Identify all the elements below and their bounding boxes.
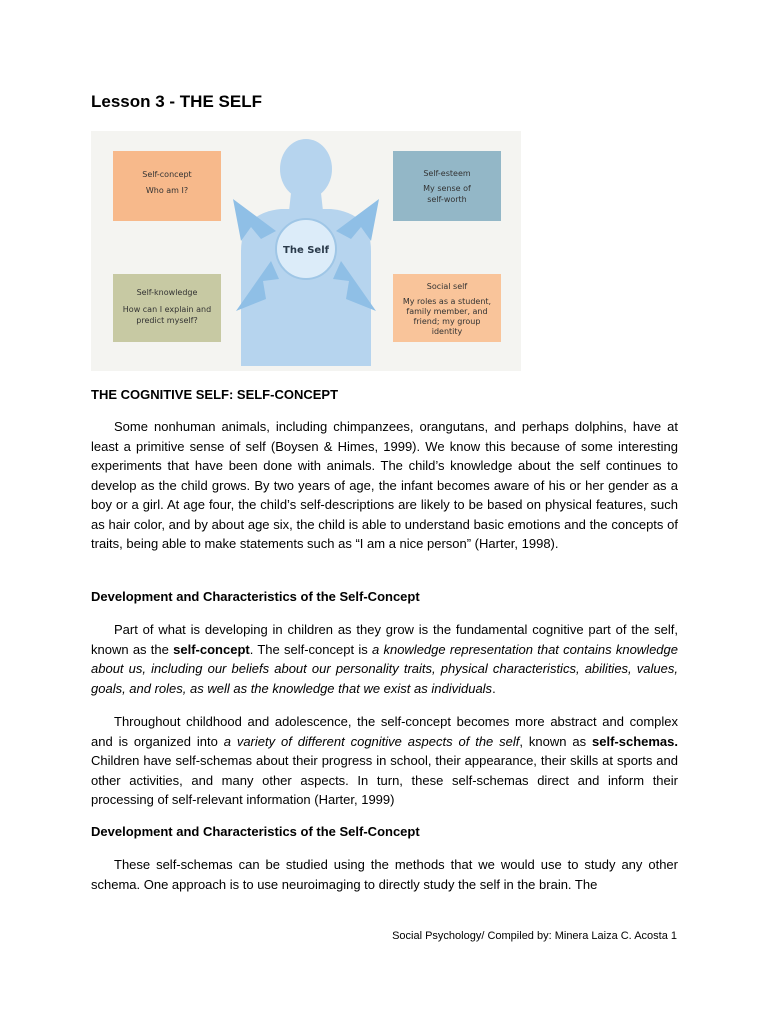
paragraph-intro: Some nonhuman animals, including chimpanzees, orangutans, and perhaps dolphins, have at least a primitive sense of self (Boysen & Himes, 1999). We know this because of some interesting experiments that have been done with animals. The child’s knowledge about the self continues to develop as the child grows. By two years of age, the infant becomes aware of his or her gender as a boy or a girl. At age four, the child’s self-descriptions are likely to be based on physical features, such as hair color, and by about age six, the child is able to understand basic emotions and the concepts of traits, being able to make statements such as “I am a nice person” (Harter, 1998). xyxy=(91,419,678,551)
page-footer: Social Psychology/ Compiled by: Minera Laiza C. Acosta 1 xyxy=(392,930,677,942)
svg-text:Social self: Social self xyxy=(426,282,468,291)
svg-text:Who am I?: Who am I? xyxy=(145,186,189,195)
svg-text:self-worth: self-worth xyxy=(427,195,467,204)
svg-text:friend; my group: friend; my group xyxy=(413,317,481,326)
paragraph-self-schemas: Throughout childhood and adolescence, the self-concept becomes more abstract and complex and is organized into a variety of different cognitive aspects of the self, known as self-schemas. Children have self-schemas about their progress in school, their appearance, their skills at sports and other activities, and many other aspects. In turn, these self-schemas direct and inform their processing of self-relevant information (Harter, 1999) xyxy=(91,714,678,807)
term-self-schemas: self-schemas. xyxy=(592,733,678,749)
paragraph-self-concept: Part of what is developing in children as they grow is the fundamental cognitive part of the self, known as the self-concept. The self-concept is a knowledge representation that contains knowledge about us, including our beliefs about our personality traits, physical characteristics, abilities, values, goals, and roles, as well as the knowledge that we exist as individuals. xyxy=(91,622,678,696)
box-self-knowledge xyxy=(113,274,221,342)
section-heading-development-2: Development and Characteristics of the Self-Concept xyxy=(91,824,420,839)
svg-text:My roles as a student,: My roles as a student, xyxy=(402,297,492,306)
self-diagram xyxy=(91,131,521,371)
svg-text:predict myself?: predict myself? xyxy=(136,316,198,325)
svg-text:identity: identity xyxy=(431,327,463,336)
box-self-esteem xyxy=(393,151,501,221)
paragraph-neuroimaging: These self-schemas can be studied using the methods that we would use to study any other schema. One approach is to use neuroimaging to directly study the self in the brain. The xyxy=(91,857,678,892)
page-title: Lesson 3 - THE SELF xyxy=(91,92,262,111)
svg-text:Self-concept: Self-concept xyxy=(142,170,192,179)
svg-text:My sense of: My sense of xyxy=(423,184,471,193)
svg-text:Self-knowledge: Self-knowledge xyxy=(136,288,198,297)
svg-text:family member, and: family member, and xyxy=(406,307,488,316)
term-self-concept: self-concept xyxy=(173,641,250,657)
section-heading-cognitive-self: THE COGNITIVE SELF: SELF-CONCEPT xyxy=(91,387,339,402)
definition-self-concept: a knowledge representation that contains knowledge about us, including our beliefs about our personality traits, physical characteristics, abilities, values, goals, and roles, as well as the knowledge that we exist as individuals xyxy=(91,641,678,696)
definition-self-schemas: a variety of different cognitive aspects of the self xyxy=(223,733,520,749)
box-self-concept xyxy=(113,151,221,221)
center-label: The Self xyxy=(283,245,329,256)
box-social-self xyxy=(393,274,501,342)
svg-text:How can I explain and: How can I explain and xyxy=(122,305,212,314)
section-heading-development-1: Development and Characteristics of the Self-Concept xyxy=(91,589,420,604)
svg-text:Self-esteem: Self-esteem xyxy=(423,169,471,178)
